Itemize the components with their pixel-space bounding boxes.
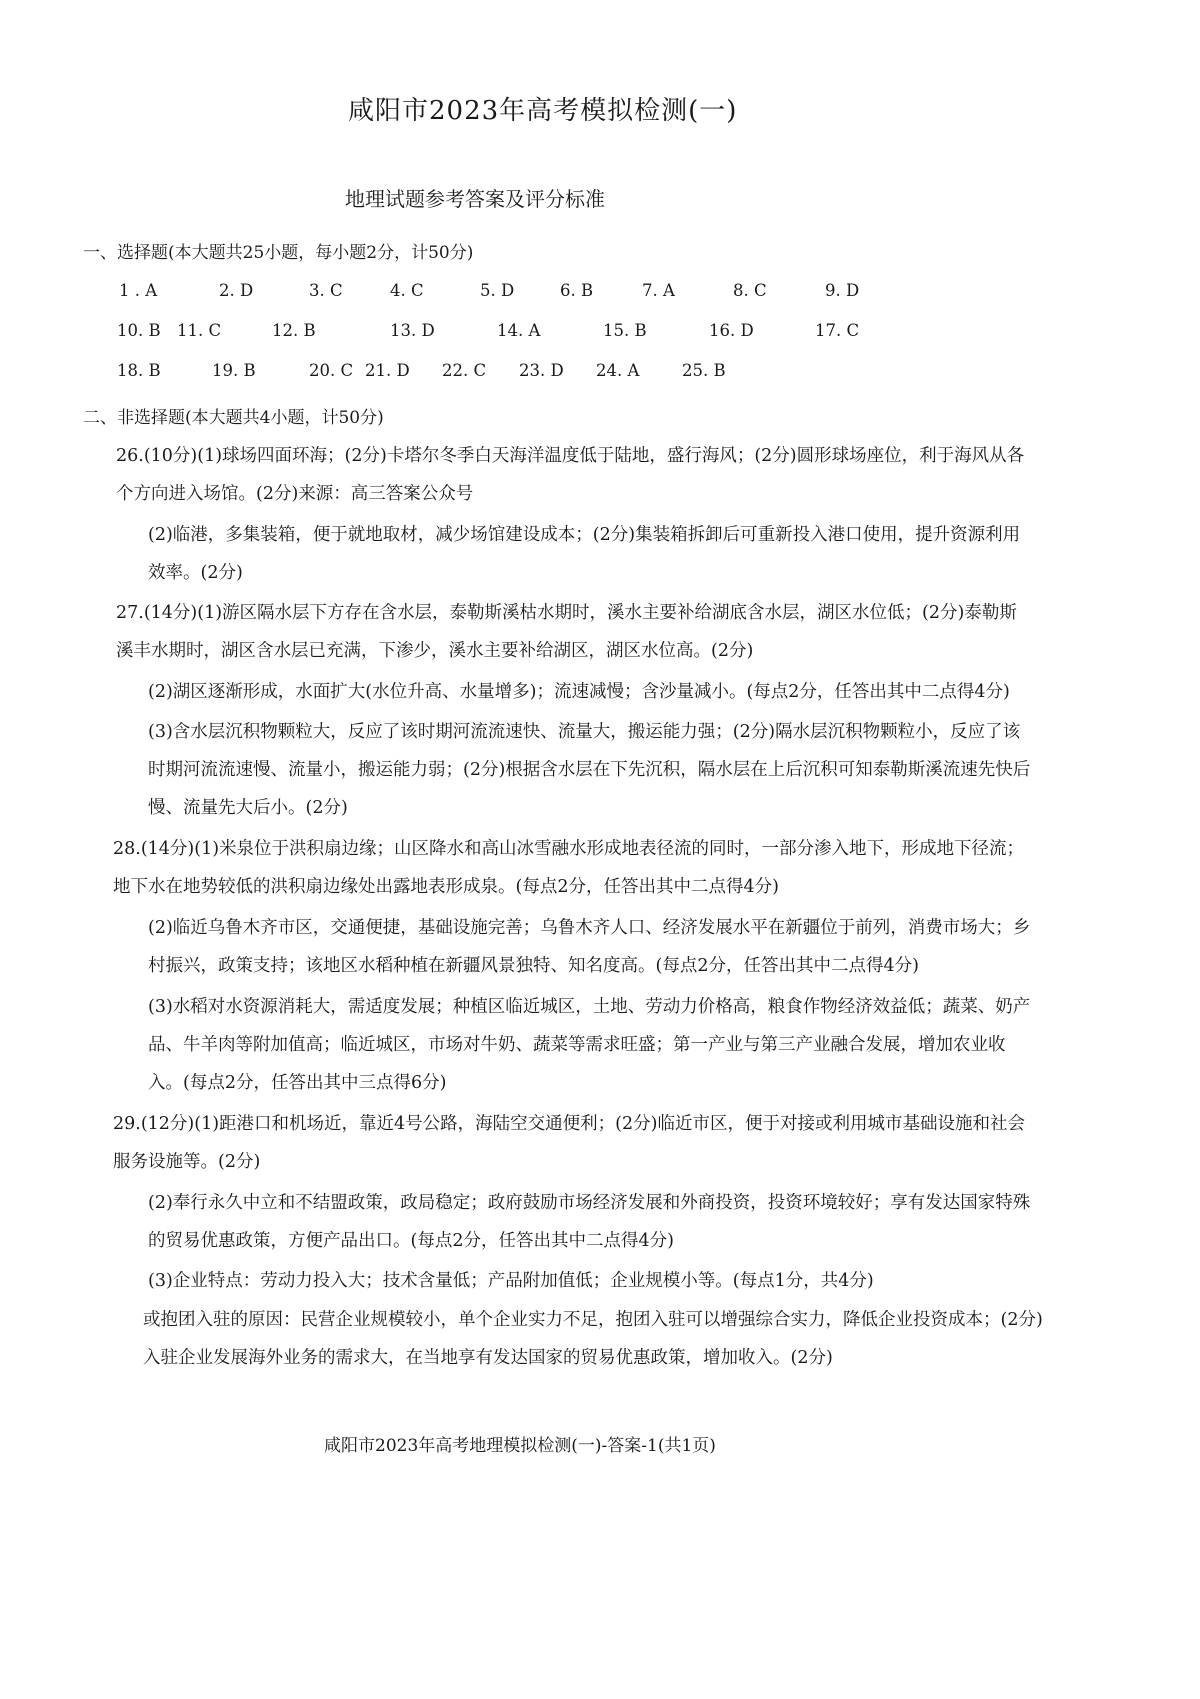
answer-item: 11. C — [177, 321, 222, 340]
answer-item: 22. C — [442, 361, 487, 380]
answer-item: 4. C — [390, 281, 424, 300]
text-line: 效率。(2分) — [148, 563, 243, 583]
answer-item: 14. A — [497, 321, 541, 340]
answer-item: 15. B — [603, 321, 647, 340]
text-line: 29.(12分)(1)距港口和机场近，靠近4号公路，海陆空交通便利；(2分)临近市区，便于对接或利用城市基础设施和社会 — [113, 1114, 1025, 1134]
section2-heading: 二、非选择题(本大题共4小题，计50分) — [83, 408, 384, 428]
text-line: (3)企业特点：劳动力投入大；技术含量低；产品附加值低；企业规模小等。(每点1分，共4分) — [148, 1271, 874, 1291]
q29-part2 — [148, 1184, 1030, 1260]
text-line: (2)奉行永久中立和不结盟政策，政局稳定；政府鼓励市场经济发展和外商投资，投资环境较好；享有发达国家特殊 — [148, 1193, 1031, 1213]
text-line: (2)临近乌鲁木齐市区，交通便捷，基础设施完善；乌鲁木齐人口、经济发展水平在新疆位于前列，消费市场大；乡 — [148, 918, 1031, 938]
answer-item: 3. C — [309, 281, 343, 300]
answer-item: 1 . A — [119, 281, 158, 300]
text-line: (3)含水层沉积物颗粒大，反应了该时期河流流速快、流量大，搬运能力强；(2分)隔水层沉积物颗粒小，反应了该 — [148, 722, 1021, 742]
text-line: (2)湖区逐渐形成，水面扩大(水位升高、水量增多)；流速减慢；含沙量减小。(每点2分，任答出其中二点得4分) — [148, 682, 1010, 702]
answer-item: 24. A — [596, 361, 640, 380]
answer-item: 6. B — [560, 281, 594, 300]
text-line: 溪丰水期时，湖区含水层已充满，下渗少，溪水主要补给湖区，湖区水位高。(2分) — [116, 641, 754, 661]
q26-part2 — [148, 516, 1020, 592]
q28-part3 — [148, 988, 1030, 1102]
q29-part1 — [113, 1105, 1025, 1181]
answer-item: 10. B — [117, 321, 161, 340]
answer-item: 12. B — [272, 321, 316, 340]
answer-item: 2. D — [219, 281, 254, 300]
answer-item: 23. D — [519, 361, 564, 380]
page-footer: 咸阳市2023年高考地理模拟检测(一)-答案-1(共1页) — [324, 1436, 716, 1456]
text-line: (2)临港，多集装箱，便于就地取材，减少场馆建设成本；(2分)集装箱拆卸后可重新投入港口使用，提升资源利用 — [148, 525, 1021, 545]
answer-item: 21. D — [365, 361, 410, 380]
answer-item: 20. C — [309, 361, 354, 380]
text-line: 服务设施等。(2分) — [113, 1152, 261, 1172]
text-line: 的贸易优惠政策，方便产品出口。(每点2分，任答出其中二点得4分) — [148, 1231, 674, 1251]
text-line: 慢、流量先大后小。(2分) — [148, 798, 348, 818]
q26-part1 — [116, 437, 1024, 513]
text-line: (3)水稻对水资源消耗大，需适度发展；种植区临近城区，土地、劳动力价格高，粮食作物经济效益低；蔬菜、奶产 — [148, 997, 1031, 1017]
q28-part1 — [113, 830, 1024, 906]
text-line: 28.(14分)(1)米泉位于洪积扇边缘；山区降水和高山冰雪融水形成地表径流的同时，一部分渗入地下，形成地下径流； — [113, 839, 1025, 859]
answer-item: 7. A — [642, 281, 675, 300]
text-line: 或抱团入驻的原因：民营企业规模较小，单个企业实力不足，抱团入驻可以增强综合实力，降低企业投资成本；(2分) — [143, 1310, 1043, 1330]
answer-item: 16. D — [709, 321, 754, 340]
document-subtitle: 地理试题参考答案及评分标准 — [345, 187, 605, 211]
text-line: 27.(14分)(1)游区隔水层下方存在含水层，泰勒斯溪枯水期时，溪水主要补给湖底含水层，湖区水位低；(2分)泰勒斯 — [116, 603, 1017, 623]
text-line: 个方向进入场馆。(2分)来源：高三答案公众号 — [116, 484, 474, 504]
q27-part2 — [148, 673, 1010, 711]
q29-part4 — [143, 1301, 1043, 1377]
answer-item: 5. D — [480, 281, 515, 300]
q28-part2 — [148, 909, 1030, 985]
text-line: 品、牛羊肉等附加值高；临近城区，市场对牛奶、蔬菜等需求旺盛；第一产业与第三产业融合发展，增加农业收 — [148, 1035, 1006, 1055]
section1-heading: 一、选择题(本大题共25小题，每小题2分，计50分) — [83, 243, 474, 263]
q29-part3 — [148, 1262, 874, 1300]
text-line: 入驻企业发展海外业务的需求大，在当地享有发达国家的贸易优惠政策，增加收入。(2分) — [143, 1348, 833, 1368]
text-line: 时期河流流速慢、流量小，搬运能力弱；(2分)根据含水层在下先沉积，隔水层在上后沉积可知泰勒斯溪流速先快后 — [148, 760, 1031, 780]
text-line: 26.(10分)(1)球场四面环海；(2分)卡塔尔冬季白天海洋温度低于陆地，盛行海风；(2分)圆形球场座位，利于海风从各 — [116, 446, 1025, 466]
answer-item: 19. B — [212, 361, 256, 380]
q27-part3 — [148, 713, 1030, 827]
text-line: 地下水在地势较低的洪积扇边缘处出露地表形成泉。(每点2分，任答出其中二点得4分) — [113, 877, 779, 897]
answer-item: 18. B — [117, 361, 161, 380]
answer-item: 8. C — [733, 281, 767, 300]
answer-item: 25. B — [682, 361, 726, 380]
text-line: 入。(每点2分，任答出其中三点得6分) — [148, 1073, 447, 1093]
q27-part1 — [116, 594, 1017, 670]
answer-item: 9. D — [825, 281, 860, 300]
document-title: 咸阳市2023年高考模拟检测(一) — [348, 96, 738, 126]
text-line: 村振兴，政策支持；该地区水稻种植在新疆风景独特、知名度高。(每点2分，任答出其中二点得4分) — [148, 956, 919, 976]
answer-item: 13. D — [390, 321, 435, 340]
answer-item: 17. C — [815, 321, 860, 340]
